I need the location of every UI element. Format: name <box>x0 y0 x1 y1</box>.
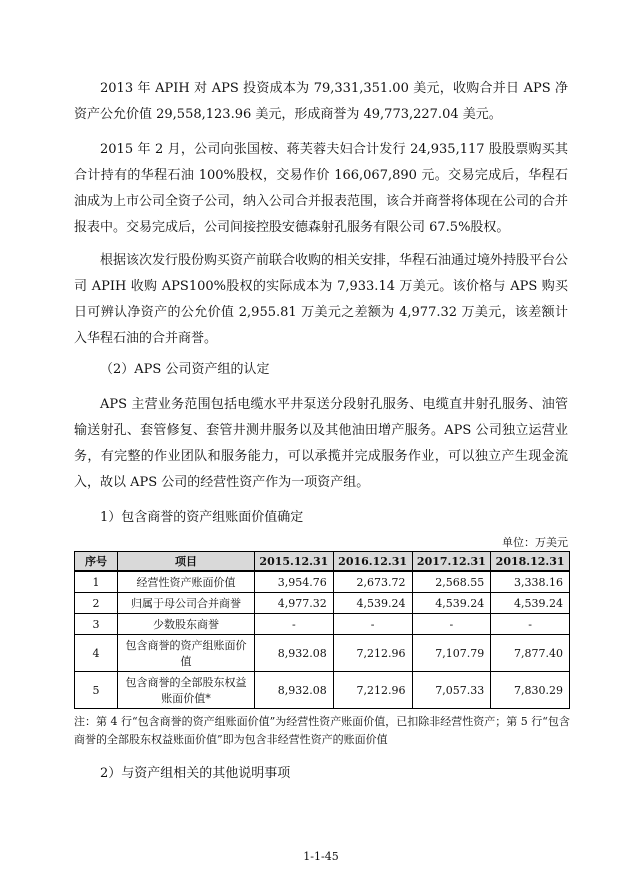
table-note: 注：第 4 行“包含商誉的资产组账面价值”为经营性资产账面价值，已扣除非经营性资产；第 5 行“包含商誉的全部股东权益账面价值”即为包含非经营性资产的账面价值 <box>74 715 570 746</box>
row-index: 2 <box>75 593 118 614</box>
table-row <box>75 593 570 614</box>
cell-value: 7,877.40 <box>491 635 570 672</box>
row-item: 少数股东商誉 <box>118 614 255 635</box>
subheading-other-notes: 2）与资产组相关的其他说明事项 <box>100 766 291 781</box>
paragraph-share-issue: 2015 年 2 月，公司向张国桉、蒋芙蓉夫妇合计发行 24,935,117 股股票购买其合计持有的华程石油 100%股权，交易作价 166,067,890 元。交易完成后，华程石油成为上市公司全资子公司，纳入公司合并报表范围，该合并商誉将体现在公司的合并报表中。交易完成后，公司间接控股安德森射孔服务有限公司 67.5%股权。 <box>74 142 569 235</box>
table-unit-label: 单位：万美元 <box>502 536 568 549</box>
cell-value: - <box>333 614 412 635</box>
header-2015: 2015.12.31 <box>255 552 334 572</box>
paragraph-acquisition-cost: 根据该次发行股份购买资产前联合收购的相关安排，华程石油通过境外持股平台公司 APIH 收购 APS100%股权的实际成本为 7,933.14 万美元。该价格与 APS 购买日可辨认净资产的公允价值 2,955.81 万美元之差额为 4,977.32 万美元，该差额计入华程石油的合并商誉。 <box>74 253 569 346</box>
cell-value: 4,539.24 <box>412 593 491 614</box>
cell-value: 7,212.96 <box>333 672 412 709</box>
row-index: 4 <box>75 635 118 672</box>
cell-value: 8,932.08 <box>255 672 334 709</box>
table-row <box>75 614 570 635</box>
cell-value: - <box>412 614 491 635</box>
row-index: 3 <box>75 614 118 635</box>
cell-value: 7,830.29 <box>491 672 570 709</box>
cell-value: 7,107.79 <box>412 635 491 672</box>
page-number: 1-1-45 <box>303 850 339 863</box>
cell-value: 4,977.32 <box>255 593 334 614</box>
row-item: 包含商誉的资产组账面价值 <box>118 635 255 672</box>
cell-value: 2,673.72 <box>333 571 412 593</box>
header-item: 项目 <box>118 552 255 572</box>
subheading-book-value: 1）包含商誉的资产组账面价值确定 <box>100 510 304 525</box>
header-2017: 2017.12.31 <box>412 552 491 572</box>
cell-value: 2,568.55 <box>412 571 491 593</box>
table-header-row <box>75 552 570 572</box>
row-index: 1 <box>75 571 118 593</box>
table-row <box>75 635 570 672</box>
section-heading-asset-group: （2）APS 公司资产组的认定 <box>100 362 270 377</box>
cell-value: - <box>255 614 334 635</box>
table-row <box>75 672 570 709</box>
paragraph-apih-cost: 2013 年 APIH 对 APS 投资成本为 79,331,351.00 美元，收购合并日 APS 净资产公允价值 29,558,123.96 美元，形成商誉为 49,773,227.04 美元。 <box>74 81 568 122</box>
table-row <box>75 571 570 593</box>
cell-value: 7,212.96 <box>333 635 412 672</box>
row-item: 归属于母公司合并商誉 <box>118 593 255 614</box>
cell-value: 4,539.24 <box>491 593 570 614</box>
row-item: 经营性资产账面价值 <box>118 571 255 593</box>
cell-value: 3,338.16 <box>491 571 570 593</box>
cell-value: 4,539.24 <box>333 593 412 614</box>
cell-value: - <box>491 614 570 635</box>
row-index: 5 <box>75 672 118 709</box>
header-2018: 2018.12.31 <box>491 552 570 572</box>
header-index: 序号 <box>75 552 118 572</box>
goodwill-table <box>74 551 570 709</box>
cell-value: 3,954.76 <box>255 571 334 593</box>
paragraph-aps-business: APS 主营业务范围包括电缆水平井泵送分段射孔服务、电缆直井射孔服务、油管输送射孔、套管修复、套管井测井服务以及其他油田增产服务。APS 公司独立运营业务，有完整的作业团队和服务能力，可以承揽并完成服务作业，可以独立产生现金流入，故以 APS 公司的经营性资产作为一项资产组。 <box>74 397 568 490</box>
header-2016: 2016.12.31 <box>333 552 412 572</box>
cell-value: 8,932.08 <box>255 635 334 672</box>
cell-value: 7,057.33 <box>412 672 491 709</box>
row-item: 包含商誉的全部股东权益账面价值* <box>118 672 255 709</box>
